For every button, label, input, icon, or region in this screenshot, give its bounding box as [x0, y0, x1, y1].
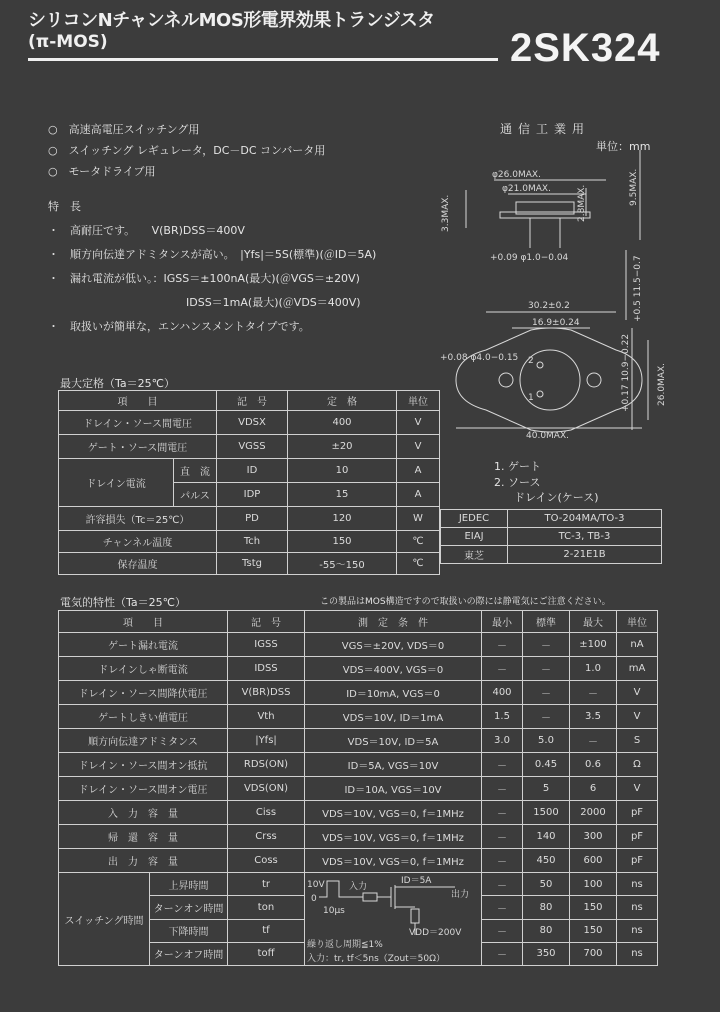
table-row — [59, 825, 658, 849]
table-cell: W — [397, 507, 440, 531]
table-cell: － — [482, 777, 523, 801]
table-cell: 80 — [523, 919, 570, 942]
table-cell: － — [482, 942, 523, 965]
table-cell: ℃ — [397, 531, 440, 553]
table-cell: スイッチング時間 — [59, 873, 150, 966]
table-cell: 3.5 — [570, 705, 617, 729]
table-cell: V(BR)DSS — [228, 681, 305, 705]
table-cell: VDS＝10V, VGS＝0, f＝1MHz — [305, 801, 482, 825]
table-cell: VDS＝10V, VGS＝0, f＝1MHz — [305, 825, 482, 849]
table-row — [441, 546, 662, 564]
table-cell: 東芝 — [441, 546, 508, 564]
dim-label: +0.5 11.5−0.7 — [633, 255, 643, 322]
table-cell: 150 — [570, 919, 617, 942]
dim-label: 16.9±0.24 — [532, 318, 580, 328]
dim-label: +0.17 10.9−0.22 — [621, 333, 631, 412]
feature-item: ・ 漏れ電流が低い。：IGSS＝±100nA(最大)(＠VGS＝±20V) — [48, 272, 360, 285]
pin-legend: 1. ゲート — [494, 460, 541, 473]
table-cell: IDSS — [228, 657, 305, 681]
table-row — [441, 510, 662, 528]
table-cell: nA — [617, 633, 658, 657]
table-cell: toff — [228, 942, 305, 965]
mount-hole-left — [499, 373, 513, 387]
table-cell: チャンネル温度 — [59, 531, 217, 553]
application-item: ○ 高速高電圧スイッチング用 — [48, 123, 200, 136]
table-cell: V — [397, 411, 440, 435]
table-cell: pF — [617, 825, 658, 849]
circuit-label: 出力 — [451, 890, 470, 900]
table-cell: 5.0 — [523, 729, 570, 753]
table-cell: － — [482, 919, 523, 942]
page-subtitle: (π-MOS) — [28, 32, 108, 52]
table-cell: 450 — [523, 849, 570, 873]
table-cell: Vth — [228, 705, 305, 729]
table-cell: － — [523, 633, 570, 657]
table-cell: VGS＝±20V, VDS＝0 — [305, 633, 482, 657]
dim-label: 40.0MAX. — [526, 431, 569, 440]
table-cell: ℃ — [397, 553, 440, 575]
table-cell: ID＝5A, VGS＝10V — [305, 753, 482, 777]
table-row — [59, 705, 658, 729]
table-cell: 80 — [523, 896, 570, 919]
table-cell: ID＝10mA, VGS＝0 — [305, 681, 482, 705]
table-header-row — [59, 391, 440, 411]
table-cell: － — [482, 849, 523, 873]
table-row — [59, 681, 658, 705]
table-cell: PD — [217, 507, 288, 531]
table-cell: 6 — [570, 777, 617, 801]
table-cell: VDS＝10V, VGS＝0, f＝1MHz — [305, 849, 482, 873]
table-cell: 下降時間 — [150, 919, 228, 942]
table-cell: TO-204MA/TO-3 — [508, 510, 662, 528]
features-heading: 特 長 — [48, 200, 81, 213]
table-cell: ±20 — [288, 435, 397, 459]
dim-label: φ21.0MAX. — [502, 184, 551, 194]
table-cell: ns — [617, 919, 658, 942]
table-cell: ゲートしきい値電圧 — [59, 705, 228, 729]
table-cell: pF — [617, 849, 658, 873]
header-rule — [28, 58, 498, 61]
table-cell: TC-3, TB-3 — [508, 528, 662, 546]
table-cell: － — [482, 801, 523, 825]
table-cell: 3.0 — [482, 729, 523, 753]
dim-label: 2.8MAX. — [577, 184, 587, 222]
table-cell: 0.6 — [570, 753, 617, 777]
table-cell: ドレイン・ソース間電圧 — [59, 411, 217, 435]
pin-2 — [537, 391, 543, 397]
table-cell: 記 号 — [228, 611, 305, 633]
table-cell: A — [397, 459, 440, 483]
table-cell: VDS＝400V, VGS＝0 — [305, 657, 482, 681]
table-cell: ドレイン電流 — [59, 459, 174, 507]
load-resistor — [411, 909, 419, 923]
table-cell: VDSX — [217, 411, 288, 435]
table-cell: ±100 — [570, 633, 617, 657]
table-cell: － — [523, 657, 570, 681]
table-cell: 120 — [288, 507, 397, 531]
table-cell: － — [570, 729, 617, 753]
table-cell: 帰 還 容 量 — [59, 825, 228, 849]
table-cell: Ciss — [228, 801, 305, 825]
table-cell: |Yfs| — [228, 729, 305, 753]
table-cell: 単位 — [617, 611, 658, 633]
table-cell: － — [523, 705, 570, 729]
gate-resistor — [363, 893, 377, 901]
table-cell: 700 — [570, 942, 617, 965]
switching-test-circuit — [305, 873, 477, 965]
table-cell: 1.0 — [570, 657, 617, 681]
table-cell: 項 目 — [59, 611, 228, 633]
mount-hole-right — [587, 373, 601, 387]
application-item: ○ モータドライブ用 — [48, 165, 156, 178]
table-cell: mA — [617, 657, 658, 681]
table-cell: ドレイン・ソース間降伏電圧 — [59, 681, 228, 705]
dim-label: φ26.0MAX. — [492, 170, 541, 180]
circuit-label: ID＝5A — [401, 876, 432, 886]
table-row — [59, 753, 658, 777]
table-cell: 順方向伝達アドミタンス — [59, 729, 228, 753]
package-drawing — [436, 150, 670, 440]
table-cell: RDS(ON) — [228, 753, 305, 777]
dim-label: 30.2±0.2 — [528, 301, 570, 311]
pin-legend: 2. ソース — [494, 476, 541, 489]
table-cell: ゲート・ソース間電圧 — [59, 435, 217, 459]
table-row — [59, 633, 658, 657]
table-cell: 入 力 容 量 — [59, 801, 228, 825]
table-cell: － — [482, 896, 523, 919]
table-cell: ドレイン・ソース間オン抵抗 — [59, 753, 228, 777]
table-cell: 上昇時間 — [150, 873, 228, 896]
category-label: 通信工業用 — [500, 122, 591, 136]
case-outline — [456, 328, 642, 432]
part-number: 2SK324 — [510, 26, 661, 70]
table-cell: 標準 — [523, 611, 570, 633]
bullet-icon: ○ — [48, 123, 69, 136]
circuit-note: 繰り返し周期≦1% — [307, 940, 383, 950]
table-cell: 定 格 — [288, 391, 397, 411]
table-cell: VDS(ON) — [228, 777, 305, 801]
table-cell: tf — [228, 919, 305, 942]
table-row — [59, 411, 440, 435]
table-row — [59, 849, 658, 873]
table-cell: ton — [228, 896, 305, 919]
table-cell: Ω — [617, 753, 658, 777]
feature-item: IDSS＝1mA(最大)(＠VDS＝400V) — [186, 296, 361, 309]
table-cell: 150 — [288, 531, 397, 553]
feature-item: ・ 順方向伝達アドミタンスが高い。 |Yfs|＝5S(標準)(＠ID＝5A) — [48, 248, 377, 261]
dim-label: 9.5MAX. — [629, 168, 639, 206]
circuit-label: VDD＝200V — [409, 928, 462, 938]
table-cell: 400 — [288, 411, 397, 435]
table-cell: Crss — [228, 825, 305, 849]
table-cell: V — [617, 777, 658, 801]
table-cell: 150 — [570, 896, 617, 919]
table-cell: V — [617, 681, 658, 705]
table-cell: ns — [617, 873, 658, 896]
table-cell: Tstg — [217, 553, 288, 575]
table-cell: － — [482, 657, 523, 681]
page-title: シリコンNチャンネルMOS形電界効果トランジスタ — [28, 10, 435, 31]
abs-max-table — [58, 390, 440, 575]
pin-legend: ドレイン(ケース) — [514, 491, 599, 504]
bullet-icon: ○ — [48, 165, 69, 178]
table-cell: ターンオン時間 — [150, 896, 228, 919]
table-cell: 10 — [288, 459, 397, 483]
table-cell: -55～150 — [288, 553, 397, 575]
table-cell: 2-21E1B — [508, 546, 662, 564]
feature-item: ・ 高耐圧です。 V(BR)DSS＝400V — [48, 224, 245, 237]
table-cell: － — [482, 825, 523, 849]
table-cell: 出 力 容 量 — [59, 849, 228, 873]
table-cell: 15 — [288, 483, 397, 507]
elec-title: 電気的特性（Ta＝25℃） — [60, 596, 186, 609]
table-cell: ドレイン・ソース間オン電圧 — [59, 777, 228, 801]
table-row — [59, 531, 440, 553]
table-cell: 300 — [570, 825, 617, 849]
package-standard-table — [440, 509, 662, 564]
table-cell: S — [617, 729, 658, 753]
table-cell: 保存温度 — [59, 553, 217, 575]
circuit-label: 入力 — [349, 882, 368, 892]
table-row — [59, 553, 440, 575]
table-row — [59, 459, 440, 483]
table-cell: VDS＝10V, ID＝5A — [305, 729, 482, 753]
pin-label: 1 — [528, 393, 534, 403]
table-cell: 5 — [523, 777, 570, 801]
table-cell: 記 号 — [217, 391, 288, 411]
dim-label: 26.0MAX. — [657, 363, 667, 406]
table-row — [59, 507, 440, 531]
table-cell: 直 流 — [174, 459, 217, 483]
table-cell: － — [482, 633, 523, 657]
bullet-icon: ○ — [48, 144, 69, 157]
table-cell: 140 — [523, 825, 570, 849]
table-cell: ns — [617, 942, 658, 965]
application-item: ○ スイッチング レギュレータ，DC－DC コンバータ用 — [48, 144, 326, 157]
dim-label: 3.3MAX. — [441, 194, 451, 232]
table-cell: 100 — [570, 873, 617, 896]
table-cell: 単位 — [397, 391, 440, 411]
table-cell: ターンオフ時間 — [150, 942, 228, 965]
table-cell: 項 目 — [59, 391, 217, 411]
table-cell: V — [617, 705, 658, 729]
table-row — [59, 435, 440, 459]
table-cell: EIAJ — [441, 528, 508, 546]
feature-item: ・ 取扱いが簡単な，エンハンスメントタイプです。 — [48, 320, 310, 333]
table-cell: 2000 — [570, 801, 617, 825]
circuit-label: 0 — [311, 894, 317, 904]
pin-label: 2 — [528, 356, 534, 366]
table-cell: － — [482, 873, 523, 896]
table-cell: － — [570, 681, 617, 705]
table-cell: － — [523, 681, 570, 705]
table-cell: ns — [617, 896, 658, 919]
dim-label: +0.08 φ4.0−0.15 — [440, 353, 519, 363]
circuit-note: 入力：tr, tf＜5ns（Zout＝50Ω） — [307, 954, 446, 964]
unit-label: 単位：mm — [596, 140, 651, 153]
switching-circuit-cell — [305, 873, 482, 966]
table-cell: JEDEC — [441, 510, 508, 528]
table-cell: VGSS — [217, 435, 288, 459]
table-cell: IGSS — [228, 633, 305, 657]
esd-note: この製品はMOS構造ですので取扱いの際には静電気にご注意ください。 — [320, 597, 611, 607]
table-cell: ID＝10A, VGS＝10V — [305, 777, 482, 801]
table-row — [59, 729, 658, 753]
table-cell: 最小 — [482, 611, 523, 633]
table-cell: tr — [228, 873, 305, 896]
table-cell: ゲート漏れ電流 — [59, 633, 228, 657]
table-cell: 許容損失（Tc＝25℃） — [59, 507, 217, 531]
circuit-label: 10V — [307, 880, 325, 890]
table-cell: 1500 — [523, 801, 570, 825]
table-cell: VDS＝10V, ID＝1mA — [305, 705, 482, 729]
table-cell: A — [397, 483, 440, 507]
table-cell: 400 — [482, 681, 523, 705]
table-row — [59, 657, 658, 681]
table-cell: Tch — [217, 531, 288, 553]
table-cell: V — [397, 435, 440, 459]
table-cell: 1.5 — [482, 705, 523, 729]
table-row — [59, 873, 658, 896]
table-row — [59, 801, 658, 825]
table-cell: ドレインしゃ断電流 — [59, 657, 228, 681]
table-cell: 600 — [570, 849, 617, 873]
elec-table — [58, 610, 658, 966]
table-cell: 50 — [523, 873, 570, 896]
circuit-label: 10μs — [323, 906, 345, 916]
table-cell: IDP — [217, 483, 288, 507]
table-cell: 測 定 条 件 — [305, 611, 482, 633]
table-row — [59, 777, 658, 801]
table-cell: ID — [217, 459, 288, 483]
abs-max-title: 最大定格（Ta＝25℃） — [60, 377, 175, 390]
table-cell: 0.45 — [523, 753, 570, 777]
table-cell: － — [482, 753, 523, 777]
dim-label: +0.09 φ1.0−0.04 — [490, 253, 569, 263]
table-row — [441, 528, 662, 546]
table-cell: Coss — [228, 849, 305, 873]
table-cell: pF — [617, 801, 658, 825]
table-header-row — [59, 611, 658, 633]
table-cell: パルス — [174, 483, 217, 507]
pin-1 — [537, 362, 543, 368]
table-cell: 350 — [523, 942, 570, 965]
table-cell: 最大 — [570, 611, 617, 633]
